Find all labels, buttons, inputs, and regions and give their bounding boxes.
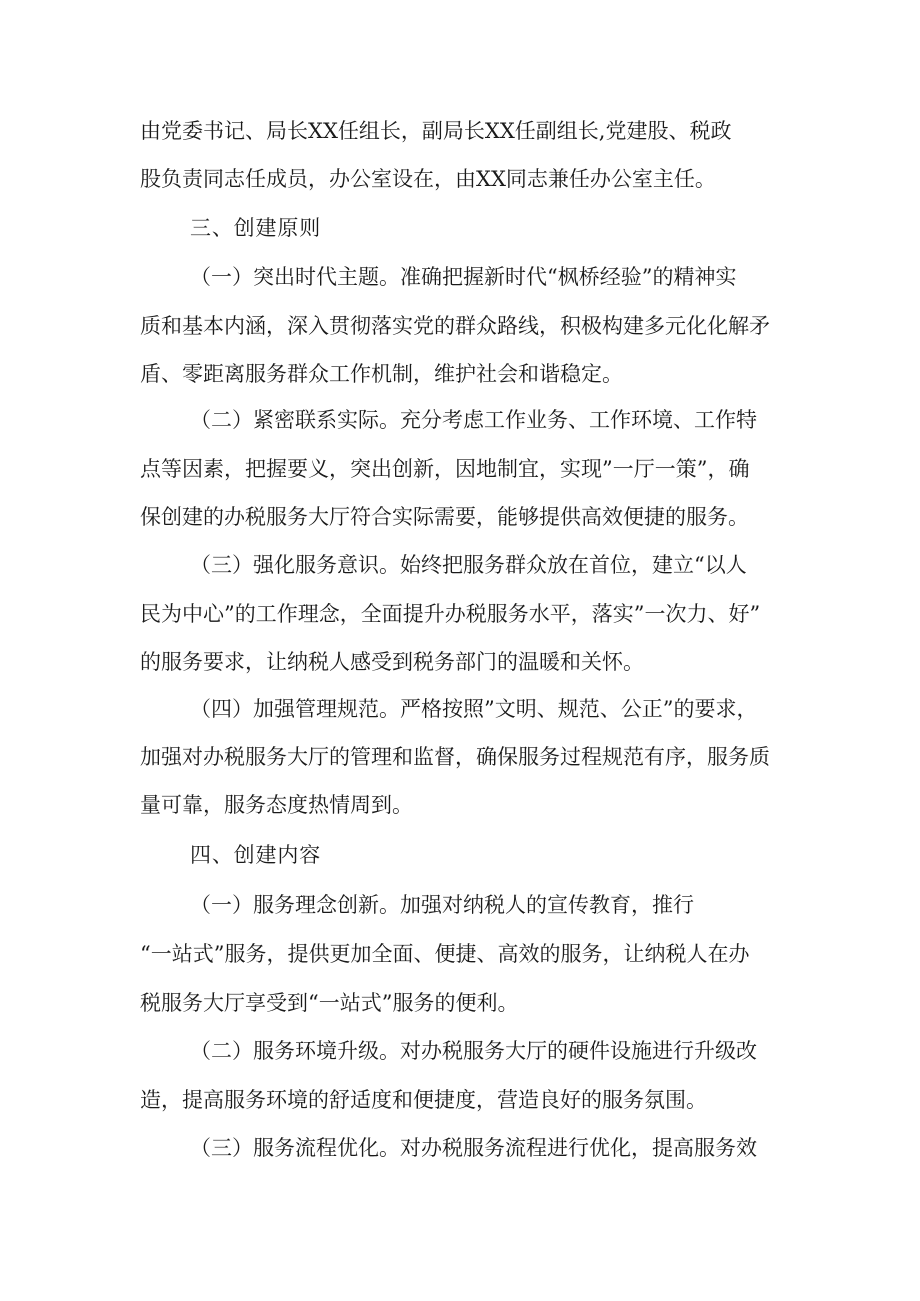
section-heading-text: 四、创建内容 [190, 843, 322, 867]
paragraph-text: 股负责同志任成员，办公室设在，由XX同志兼任办公室主任。 [140, 167, 716, 191]
text-line-10 [0, 545, 920, 585]
text-line-5 [0, 306, 920, 346]
section-heading-text: 三、创建原则 [190, 216, 322, 240]
section-heading-principles [0, 208, 920, 248]
paragraph-text: 点等因素，把握要义，突出创新，因地制宜，实现”一厅一策”，确 [140, 457, 750, 481]
paragraph-text: 造，提高服务环境的舒适度和便捷度，营造良好的服务氛围。 [140, 1088, 707, 1112]
paragraph-text: （二）服务环境升级。对办税服务大厅的硬件设施进行升级改 [190, 1039, 757, 1063]
text-line-18 [0, 934, 920, 974]
text-line-13 [0, 689, 920, 729]
section-heading-content [0, 835, 920, 875]
paragraph-text: 盾、零距离服务群众工作机制，维护社会和谐稳定。 [140, 362, 623, 386]
paragraph-text: （三）强化服务意识。始终把服务群众放在首位，建立“以人 [190, 553, 747, 577]
paragraph-text: 加强对办税服务大厅的管理和监督，确保服务过程规范有序，服务质 [140, 745, 770, 769]
text-line-1 [0, 111, 920, 151]
paragraph-text: 保创建的办税服务大厅符合实际需要，能够提供高效便捷的服务。 [140, 505, 749, 529]
paragraph-text: “一站式”服务，提供更加全面、便捷、高效的服务，让纳税人在办 [140, 942, 750, 966]
paragraph-text: （四）加强管理规范。严格按照”文明、规范、公正”的要求， [190, 697, 758, 721]
text-line-19 [0, 983, 920, 1023]
text-line-7 [0, 400, 920, 440]
text-line-4 [0, 257, 920, 297]
paragraph-text: 的服务要求，让纳税人感受到税务部门的温暖和关怀。 [140, 650, 644, 674]
paragraph-text: 质和基本内涵，深入贯彻落实党的群众路线，积极构建多元化化解矛 [140, 314, 770, 338]
paragraph-text: 量可靠，服务态度热情周到。 [140, 793, 413, 817]
text-line-9 [0, 497, 920, 537]
text-line-15 [0, 785, 920, 825]
paragraph-text: （三）服务流程优化。对办税服务流程进行优化，提高服务效 [190, 1136, 757, 1160]
text-line-8 [0, 449, 920, 489]
paragraph-text: （一）服务理念创新。加强对纳税人的宣传教育，推行 [190, 893, 694, 917]
text-line-21 [0, 1080, 920, 1120]
text-line-12 [0, 642, 920, 682]
paragraph-text: 民为中心”的工作理念，全面提升办税服务水平，落实”一次力、好” [140, 602, 761, 626]
text-line-17 [0, 885, 920, 925]
text-line-11 [0, 594, 920, 634]
text-line-20 [0, 1031, 920, 1071]
paragraph-text: （二）紧密联系实际。充分考虑工作业务、工作环境、工作特 [190, 408, 757, 432]
paragraph-text: 由党委书记、局长XX任组长，副局长XX任副组长,党建股、税政 [140, 119, 732, 143]
paragraph-text: 税服务大厅享受到“一站式”服务的便利。 [140, 991, 519, 1015]
text-line-14 [0, 737, 920, 777]
paragraph-text: （一）突出时代主题。准确把握新时代“枫桥经验”的精神实 [190, 265, 737, 289]
text-line-22 [0, 1128, 920, 1168]
text-line-6 [0, 354, 920, 394]
text-line-2 [0, 159, 920, 199]
